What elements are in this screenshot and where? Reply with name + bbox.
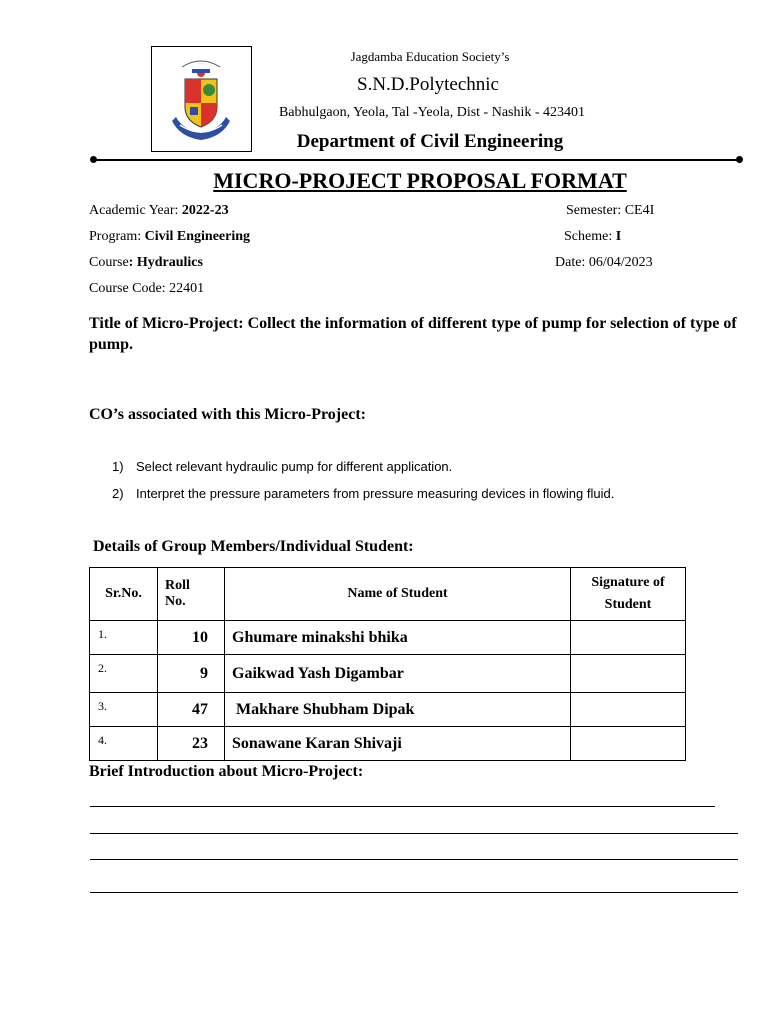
co-text: Select relevant hydraulic pump for different application. <box>136 459 453 474</box>
academic-year-label: Academic Year: <box>89 203 182 218</box>
column-header-sr-no: Sr.No. <box>90 568 158 621</box>
college-address: Babhulgaon, Yeola, Tal -Yeola, Dist - Nashik - 423401 <box>278 105 586 120</box>
roll-no-cell: 23 <box>158 727 225 761</box>
signature-cell <box>571 727 686 761</box>
student-name-cell: Ghumare minakshi bhika <box>225 621 571 655</box>
column-header-roll-no: Roll No. <box>158 568 225 621</box>
roll-no-cell: 47 <box>158 693 225 727</box>
course-code-value: 22401 <box>169 281 205 296</box>
column-header-student-name: Name of Student <box>225 568 571 621</box>
brief-introduction-heading: Brief Introduction about Micro-Project: <box>89 763 364 780</box>
date-value: 06/04/2023 <box>588 255 653 270</box>
course-label: Course <box>89 255 129 270</box>
group-members-heading: Details of Group Members/Individual Student: <box>93 538 414 555</box>
table-row <box>90 727 686 761</box>
co-text: Interpret the pressure parameters from pressure measuring devices in flowing fluid. <box>136 486 615 501</box>
academic-year-value: 2022-23 <box>181 203 229 218</box>
sr-no-cell: 2. <box>90 655 158 693</box>
cos-heading: CO’s associated with this Micro-Project: <box>89 406 366 423</box>
blank-writing-line <box>90 859 738 860</box>
blank-writing-line <box>90 806 715 807</box>
sr-no-cell: 4. <box>90 727 158 761</box>
signature-cell <box>571 621 686 655</box>
scheme-value: I <box>615 229 622 244</box>
college-crest-logo <box>152 47 251 151</box>
co-item <box>112 459 452 474</box>
column-header-signature: Signature of Student <box>571 568 686 621</box>
table-row <box>90 655 686 693</box>
roll-no-cell: 10 <box>158 621 225 655</box>
semester-value: CE4I <box>624 203 655 218</box>
program <box>89 229 250 245</box>
program-value: Civil Engineering <box>144 229 251 244</box>
signature-cell <box>571 655 686 693</box>
co-number: 1) <box>112 459 124 474</box>
document-heading: MICRO-PROJECT PROPOSAL FORMAT <box>213 168 627 193</box>
micro-project-title: Title of Micro-Project: Collect the information of different type of pump for selection of type of pump. <box>89 315 737 353</box>
program-label: Program: <box>89 229 145 244</box>
society-name: Jagdamba Education Society’s <box>350 49 510 64</box>
semester-label: Semester: <box>566 203 625 218</box>
sr-no-cell: 3. <box>90 693 158 727</box>
co-number: 2) <box>112 486 124 501</box>
college-name: S.N.D.Polytechnic <box>357 74 499 95</box>
course-value: : Hydraulics <box>128 255 203 270</box>
group-members-table <box>89 567 686 761</box>
blank-writing-line <box>90 892 738 893</box>
divider-end-dot <box>90 156 97 163</box>
table-row <box>90 621 686 655</box>
date <box>555 255 653 271</box>
signature-cell <box>571 693 686 727</box>
semester <box>566 203 654 219</box>
date-label: Date: <box>555 255 589 270</box>
divider-end-dot <box>736 156 743 163</box>
blank-writing-line <box>90 833 738 834</box>
header-divider <box>93 159 739 161</box>
table-row <box>90 693 686 727</box>
course-code <box>89 281 204 297</box>
course <box>89 255 203 271</box>
course-code-label: Course Code: <box>89 281 170 296</box>
scheme <box>564 229 621 245</box>
college-logo-frame <box>151 46 252 152</box>
department-name: Department of Civil Engineering <box>296 131 564 152</box>
table-header-row <box>90 568 686 621</box>
svg-text:·········: ········· <box>196 61 206 65</box>
student-name-cell: Gaikwad Yash Digambar <box>225 655 571 693</box>
co-item <box>112 486 614 501</box>
student-name-cell: Makhare Shubham Dipak <box>225 693 571 727</box>
sr-no-cell: 1. <box>90 621 158 655</box>
scheme-label: Scheme: <box>564 229 616 244</box>
roll-no-cell: 9 <box>158 655 225 693</box>
student-name-cell: Sonawane Karan Shivaji <box>225 727 571 761</box>
academic-year <box>89 203 229 219</box>
